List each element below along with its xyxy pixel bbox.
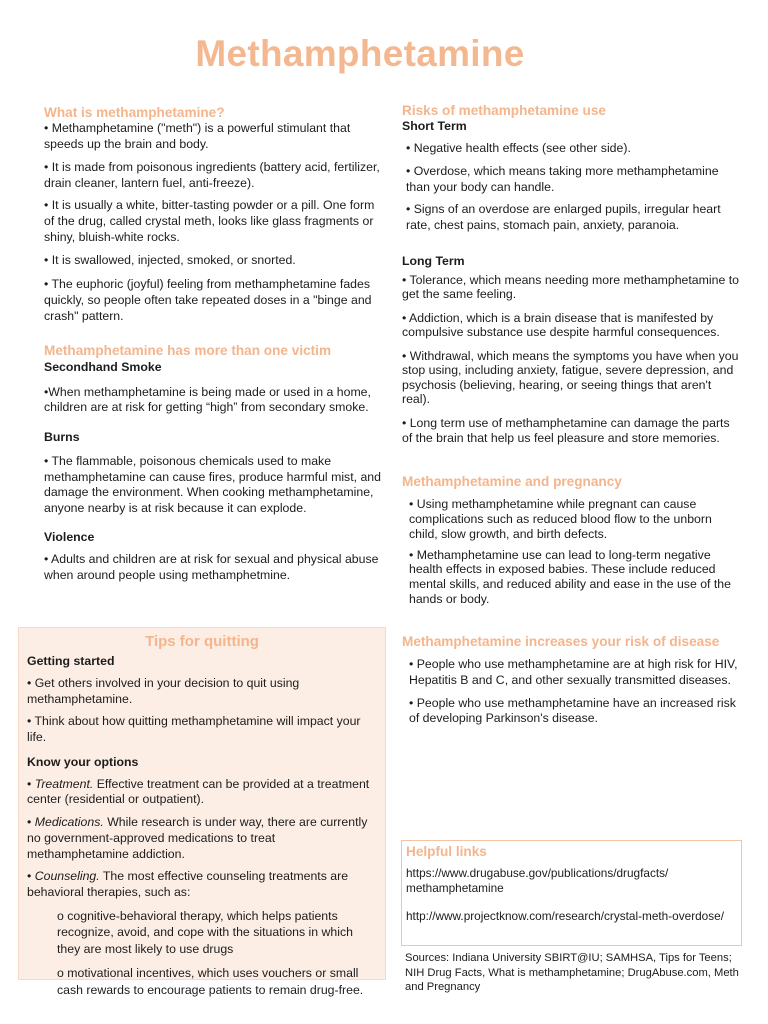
pregnancy-item: • Using methamphetamine while pregnant can cause complications such as reduced blood flow to the unborn child, slow growth, and birth defects.	[409, 497, 712, 541]
counseling-sub-item: o motivational incentives, which uses vouchers or small cash rewards to encourage patients to remain drug-free.	[57, 965, 364, 997]
counseling-sub-item: o cognitive-behavioral therapy, which helps patients recognize, avoid, and cope with the situations in which they are most likely to use drugs	[57, 908, 353, 957]
helpful-links-box	[401, 840, 742, 946]
counseling-label: Counseling.	[34, 869, 100, 884]
long-term-item: • Addiction, which is a brain disease that is manifested by compulsive substance use despite harmful consequences.	[402, 310, 720, 340]
medications-label: Medications.	[34, 815, 104, 830]
short-term-item: • Negative health effects (see other side).	[406, 141, 631, 156]
pregnancy-heading: Methamphetamine and pregnancy	[402, 474, 622, 489]
what-item: • Methamphetamine ("meth") is a powerful stimulant that speeds up the brain and body.	[44, 121, 351, 152]
treatment-text: Effective treatment can be provided at a treatment center (residential or outpatient).	[27, 776, 370, 807]
medications-text: While research is under way, there are currently no government-approved medications to treat methamphetamine addiction.	[27, 815, 368, 861]
victim-heading: Methamphetamine has more than one victim	[44, 343, 332, 359]
tips-item: • Think about how quitting methamphetamine will impact your life.	[27, 714, 361, 745]
short-term-item: • Overdose, which means taking more methamphetamine than your body can handle.	[406, 163, 719, 194]
link-drugabuse[interactable]: https://www.drugabuse.gov/publications/drugfacts/ methamphetamine	[406, 866, 669, 896]
what-is-heading: What is methamphetamine?	[44, 105, 225, 120]
long-term-title: Long Term	[402, 253, 465, 268]
treatment-item: • Treatment. Effective treatment can be provided at a treatment center (residential or outpatient).	[27, 776, 370, 807]
disease-item: • People who use methamphetamine are at high risk for HIV, Hepatitis B and C, and other sexually transmitted diseases.	[409, 657, 738, 687]
short-term-title: Short Term	[402, 119, 467, 134]
long-term-item: • Withdrawal, which means the symptoms you have when you stop using, including anxiety, fatigue, severe depression, and psychosis (believing, hearing, or seeing things that aren't real).	[402, 348, 739, 407]
counseling-item: • Counseling. The most effective counseling treatments are behavioral therapies, such as:	[27, 869, 349, 899]
secondhand-text: •When methamphetamine is being made or used in a home, children are at risk for getting “high” from secondary smoke.	[44, 384, 371, 415]
long-term-item: • Long term use of methamphetamine can damage the parts of the brain that help us feel pleasure and store memories.	[402, 415, 730, 446]
violence-title: Violence	[44, 529, 95, 544]
tips-box	[18, 627, 386, 997]
burns-text: • The flammable, poisonous chemicals used to make methamphetamine can cause fires, produce harmful mist, and damage the environment. When cooking methamphetamine, anyone nearby is at risk because it can explode.	[44, 453, 381, 515]
page-title: Methamphetamine	[195, 33, 525, 74]
short-term-item: • Signs of an overdose are enlarged pupils, irregular heart rate, chest pains, stomach pain, anxiety, paranoia.	[406, 202, 721, 233]
treatment-label: Treatment.	[34, 776, 94, 791]
right-column	[402, 102, 742, 734]
sources-text: Sources: Indiana University SBIRT@IU; SAMHSA, Tips for Teens; NIH Drug Facts, What is methamphetamine; DrugAbuse.com, Meth and Pregnancy	[405, 952, 739, 994]
secondhand-title: Secondhand Smoke	[44, 359, 162, 374]
what-item: • It is usually a white, bitter-tasting powder or a pill. One form of the drug, called crystal meth, looks like glass fragments or shiny, bluish-white rocks.	[44, 198, 375, 244]
helpful-links-heading: Helpful links	[406, 844, 487, 859]
medications-item: • Medications. While research is under way, there are currently no government-approved medications to treat methamphetamine addiction.	[27, 815, 368, 861]
left-column	[44, 104, 384, 584]
what-item: • It is swallowed, injected, smoked, or snorted.	[44, 252, 296, 267]
burns-title: Burns	[44, 430, 80, 445]
pregnancy-item: • Methamphetamine use can lead to long-term negative health effects in exposed babies. These include reduced mental skills, and reduced ability and ease in the use of the hands or body.	[409, 547, 731, 606]
disease-item: • People who use methamphetamine have an increased risk of developing Parkinson's disease.	[409, 695, 736, 726]
tips-item: • Get others involved in your decision to quit using methamphetamine.	[27, 675, 300, 706]
disease-heading: Methamphetamine increases your risk of disease	[402, 633, 720, 649]
what-item: • The euphoric (joyful) feeling from methamphetamine fades quickly, so people often take repeated doses in a "binge and crash" pattern.	[44, 277, 372, 323]
what-item: • It is made from poisonous ingredients (battery acid, fertilizer, drain cleaner, lantern fuel, anti-freeze).	[44, 159, 380, 190]
risks-heading: Risks of methamphetamine use	[402, 103, 606, 118]
counseling-text: The most effective counseling treatments are behavioral therapies, such as:	[27, 869, 349, 899]
know-options-title: Know your options	[27, 754, 139, 769]
violence-text: • Adults and children are at risk for sexual and physical abuse when around people using methamphetmine.	[44, 552, 379, 583]
long-term-item: • Tolerance, which means needing more methamphetamine to get the same feeling.	[402, 272, 739, 302]
tips-heading: Tips for quitting	[145, 633, 259, 650]
link-projectknow[interactable]: http://www.projectknow.com/research/crystal-meth-overdose/	[406, 908, 724, 923]
getting-started-title: Getting started	[27, 654, 115, 669]
